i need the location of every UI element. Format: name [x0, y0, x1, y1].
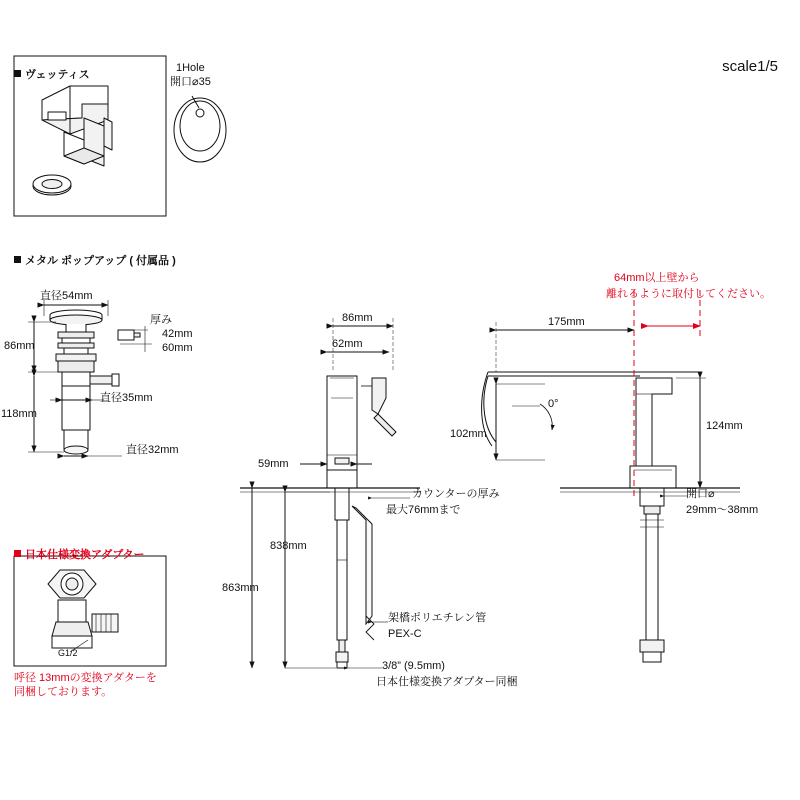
- hole-opening-line2: 29mm〜38mm: [686, 504, 759, 516]
- bullet-square-icon: [14, 70, 21, 77]
- inlet-note-line1: 3/8” (9.5mm): [382, 660, 445, 672]
- dim-diameter-32: 直径32mm: [126, 444, 179, 456]
- adapter-thread-label: G1/2: [58, 648, 78, 658]
- dim-height-863: 863mm: [222, 582, 259, 594]
- angle-label-0: 0°: [548, 398, 559, 410]
- adapter-note-line1: 呼径 13mmの変換アダターを: [14, 672, 157, 684]
- hole-count-label: 1Hole: [176, 62, 205, 74]
- dim-thickness-42: 42mm: [162, 328, 193, 340]
- dim-diameter-54: 直径54mm: [40, 290, 93, 302]
- inlet-note-line2: 日本仕様変換アダプター同梱: [376, 676, 518, 688]
- dim-width-59: 59mm: [258, 458, 289, 470]
- adapter-note-line2: 同梱しております。: [14, 686, 113, 698]
- panel-popup-title: メタル ポップアップ ( 付属品 ): [14, 252, 176, 268]
- counter-thickness-line2: 最大76mmまで: [386, 504, 461, 516]
- pex-note-line1: 架橋ポリエチレン管: [388, 612, 487, 624]
- dim-height-102: 102mm: [450, 428, 487, 440]
- dim-reach-175: 175mm: [548, 316, 585, 328]
- wall-warning-line1: 64mm以上壁から: [614, 272, 700, 284]
- hole-opening-line1: 開口⌀: [686, 488, 715, 500]
- wall-warning-line2: 離れるように取付してください。: [606, 288, 771, 300]
- dim-width-86: 86mm: [342, 312, 373, 324]
- scale-label: scale1/5: [722, 58, 778, 75]
- hole-diameter-label: 開口⌀35: [170, 76, 211, 88]
- pex-note-line2: PEX-C: [388, 628, 422, 640]
- panel-adapter-title: 日本仕様変換アダプター: [14, 546, 144, 562]
- dim-thickness-label: 厚み: [150, 314, 172, 326]
- bullet-square-icon: [14, 256, 21, 263]
- dim-thickness-60: 60mm: [162, 342, 193, 354]
- counter-thickness-line1: カウンターの厚み: [412, 488, 500, 500]
- dim-height-124: 124mm: [706, 420, 743, 432]
- dim-height-838: 838mm: [270, 540, 307, 552]
- dim-diameter-35: 直径35mm: [100, 392, 153, 404]
- dim-height-86: 86mm: [4, 340, 35, 352]
- bullet-square-icon: [14, 550, 21, 557]
- panel-product-title: ヴェッティス: [14, 66, 90, 82]
- dim-height-118: 118mm: [1, 408, 37, 420]
- dim-width-62: 62mm: [332, 338, 363, 350]
